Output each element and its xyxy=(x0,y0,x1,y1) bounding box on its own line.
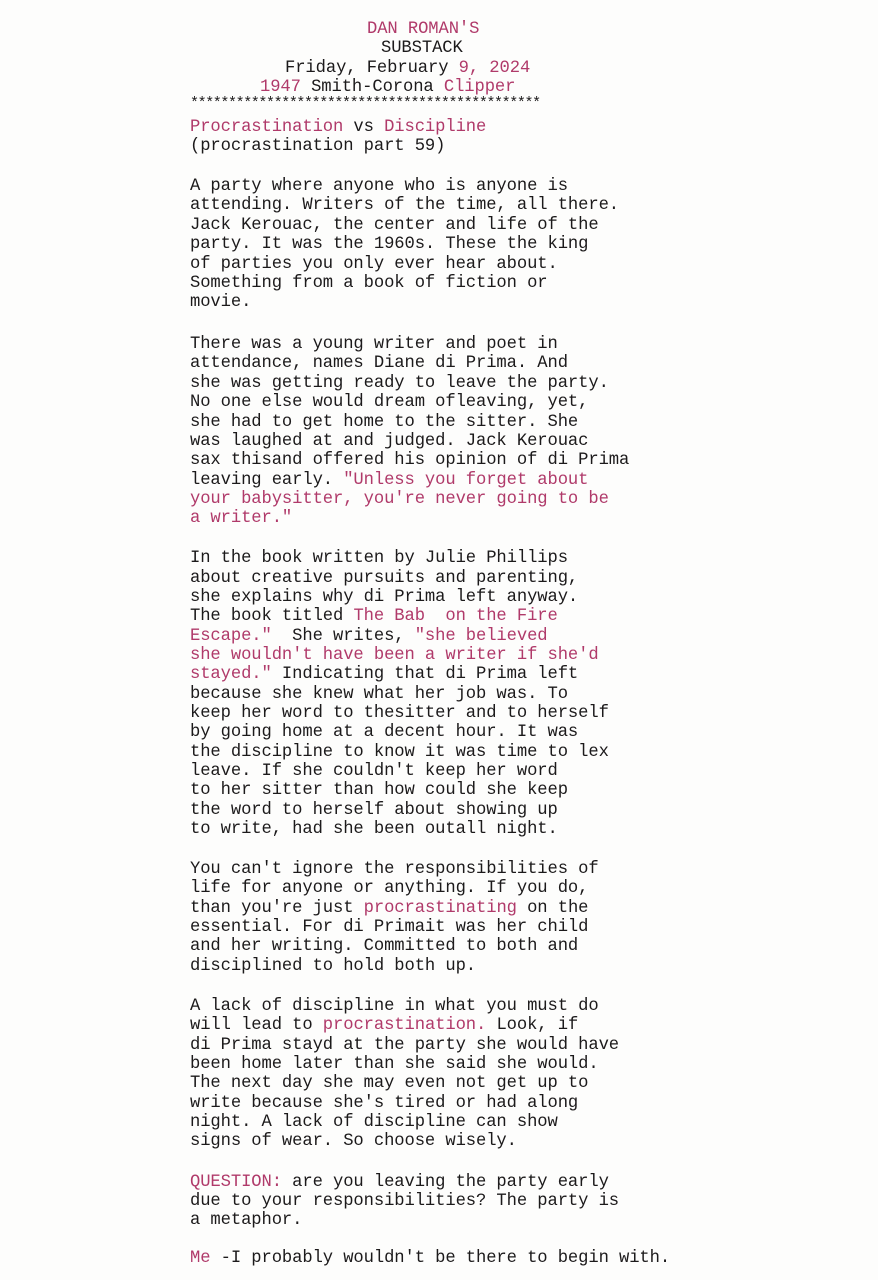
question-line: a metaphor. xyxy=(190,1211,303,1230)
p1-line: A party where anyone who is anyone is xyxy=(190,177,568,196)
machine-name: Smith-Corona xyxy=(300,78,444,97)
p2-line: she had to get home to the sitter. She xyxy=(190,413,579,432)
p5-line xyxy=(190,1016,578,1035)
date-red: 9, 2024 xyxy=(458,59,531,78)
date-prefix: Friday, February xyxy=(285,59,459,78)
p3-line: In the book written by Julie Phillips xyxy=(190,549,568,568)
p5-line: A lack of discipline in what you must do xyxy=(190,997,599,1016)
machine-model: Clipper xyxy=(443,78,516,97)
book-title-end: Escape." xyxy=(190,627,272,646)
p1-line: Something from a book of fiction or xyxy=(190,274,548,293)
p2-line: she was getting ready to leave the party. xyxy=(190,374,609,393)
p2-line: was laughed at and judged. Jack Kerouac xyxy=(190,432,589,451)
p3-line xyxy=(190,607,558,626)
p5-look: Look, if xyxy=(486,1016,579,1035)
p4-line: disciplined to hold both up. xyxy=(190,957,476,976)
header-author: DAN ROMAN'S xyxy=(367,20,480,39)
p5-line: write because she's tired or had along xyxy=(190,1094,579,1113)
header-publication: SUBSTACK xyxy=(381,39,463,58)
title-vs: vs xyxy=(343,118,385,137)
p5-line: signs of wear. So choose wisely. xyxy=(190,1132,517,1151)
p3-indicating: Indicating that di Prima left xyxy=(271,665,579,684)
p3-line xyxy=(190,627,548,646)
p5-line: di Prima stayd at the party she would have xyxy=(190,1036,619,1055)
p3-line: by going home at a decent hour. It was xyxy=(190,723,579,742)
p4-than: than you're just xyxy=(190,899,364,918)
p4-line: You can't ignore the responsibilities of xyxy=(190,860,599,879)
p2-line: attendance, names Diane di Prima. And xyxy=(190,354,568,373)
p2-line: No one else would dream ofleaving, yet, xyxy=(190,393,589,412)
p3-she-writes: She writes, xyxy=(271,627,415,646)
question-text: are you leaving the party early xyxy=(281,1173,609,1192)
question-label: QUESTION: xyxy=(190,1173,282,1192)
article-title xyxy=(190,118,486,137)
p2-line-start: leaving early. xyxy=(190,471,344,490)
p2-line: There was a young writer and poet in xyxy=(190,335,558,354)
question-line xyxy=(190,1173,609,1192)
closing-label: Me xyxy=(190,1249,211,1268)
p4-line: life for anyone or anything. If you do, xyxy=(190,879,589,898)
p1-line: movie. xyxy=(190,293,252,312)
p5-line: The next day she may even not get up to xyxy=(190,1074,589,1093)
closing-line xyxy=(190,1249,670,1268)
p5-line: been home later than she said she would. xyxy=(190,1055,599,1074)
p3-line: because she knew what her job was. To xyxy=(190,685,568,704)
article-subtitle: (procrastination part 59) xyxy=(190,137,446,156)
p1-line: attending. Writers of the time, all there. xyxy=(190,196,619,215)
p1-line: of parties you only ever hear about. xyxy=(190,255,558,274)
p2-line xyxy=(190,471,588,490)
p1-line: party. It was the 1960s. These the king xyxy=(190,235,589,254)
p3-line: the word to herself about showing up xyxy=(190,801,558,820)
p4-on-the: on the xyxy=(516,899,589,918)
phillips-quote-start: "she believed xyxy=(414,627,548,646)
p3-line: the discipline to know it was time to lex xyxy=(190,743,609,762)
p3-line xyxy=(190,665,578,684)
p5-lead: will lead to xyxy=(190,1016,323,1035)
p4-line xyxy=(190,899,588,918)
p5-procrastination: procrastination. xyxy=(322,1016,487,1035)
p4-line: essential. For di Primait was her child xyxy=(190,918,589,937)
p3-line: leave. If she couldn't keep her word xyxy=(190,762,558,781)
p1-line: Jack Kerouac, the center and life of the xyxy=(190,216,599,235)
p3-line: keep her word to thesitter and to herself xyxy=(190,704,609,723)
phillips-quote-line: she wouldn't have been a writer if she'd xyxy=(190,646,599,665)
p3-line: about creative pursuits and parenting, xyxy=(190,569,579,588)
kerouac-quote-line: your babysitter, you're never going to be xyxy=(190,490,609,509)
p5-line: night. A lack of discipline can show xyxy=(190,1113,558,1132)
p4-procrastinating: procrastinating xyxy=(363,899,517,918)
machine-year: 1947 xyxy=(260,78,301,97)
p3-line: to her sitter than how could she keep xyxy=(190,781,568,800)
kerouac-quote-end: a writer." xyxy=(190,509,293,528)
p2-line: sax thisand offered his opinion of di Prima xyxy=(190,451,630,470)
closing-text: -I probably wouldn't be there to begin with. xyxy=(210,1249,671,1268)
book-title: The Bab on the Fire xyxy=(353,607,558,626)
phillips-quote-end: stayed." xyxy=(190,665,272,684)
header-date xyxy=(285,59,530,78)
p3-book-intro: The book titled xyxy=(190,607,354,626)
p3-line: she explains why di Prima left anyway. xyxy=(190,588,579,607)
title-discipline: Discipline xyxy=(384,118,487,137)
kerouac-quote-start: "Unless you forget about xyxy=(343,471,589,490)
title-procrastination: Procrastination xyxy=(190,118,344,137)
p3-line: to write, had she been outall night. xyxy=(190,820,558,839)
p4-line: and her writing. Committed to both and xyxy=(190,937,579,956)
header-divider: ********************************************** xyxy=(190,95,540,112)
question-line: due to your responsibilities? The party is xyxy=(190,1192,619,1211)
